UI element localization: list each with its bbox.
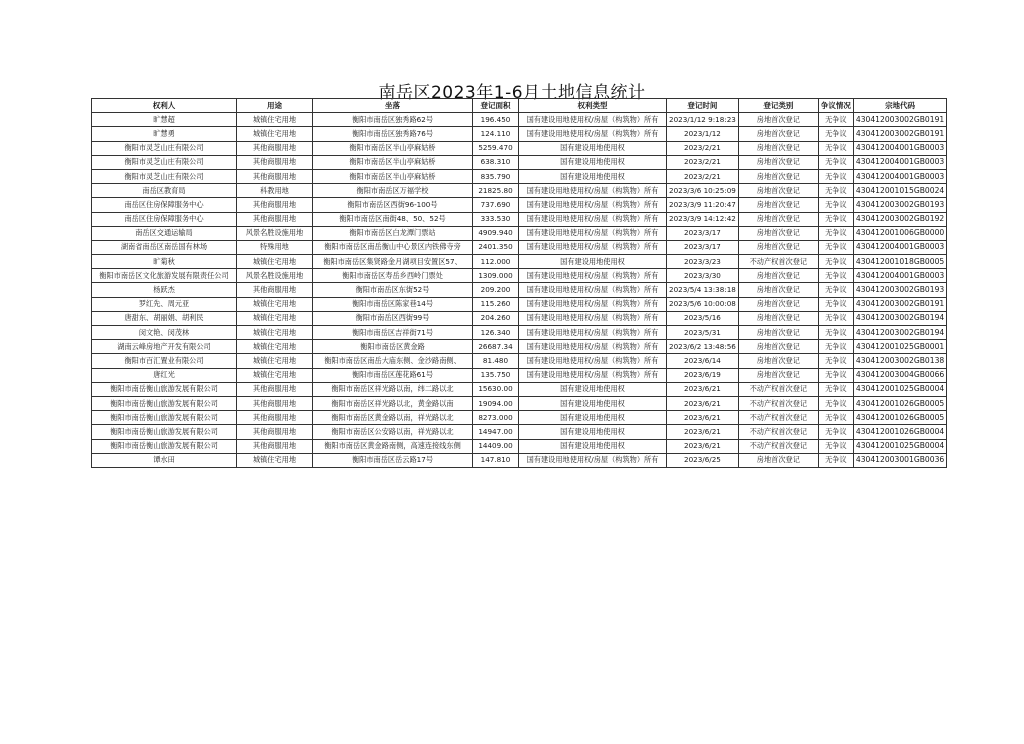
land-use-cell: 城镇住宅用地 xyxy=(237,340,313,354)
column-header: 登记类别 xyxy=(738,99,818,113)
right-type-cell: 国有建设用地使用权 xyxy=(519,255,667,269)
area-cell: 14947.00 xyxy=(473,425,519,439)
location-cell: 衡阳市南岳区祥光路以北，黄金路以南 xyxy=(313,396,473,410)
table-row xyxy=(92,311,947,325)
land-use-cell: 城镇住宅用地 xyxy=(237,368,313,382)
table-row xyxy=(92,141,947,155)
area-cell: 135.750 xyxy=(473,368,519,382)
parcel-code-cell: 430412003002GB0138 xyxy=(853,354,946,368)
right-type-cell: 国有建设用地使用权/房屋（构筑物）所有 xyxy=(519,340,667,354)
owner-cell: 闵文艳、闵茂林 xyxy=(92,326,237,340)
table-header-row xyxy=(92,99,947,113)
register-time-cell: 2023/6/25 xyxy=(667,453,739,467)
register-category-cell: 不动产权首次登记 xyxy=(738,439,818,453)
dispute-cell: 无争议 xyxy=(818,141,853,155)
register-category-cell: 房地首次登记 xyxy=(738,283,818,297)
dispute-cell: 无争议 xyxy=(818,155,853,169)
register-category-cell: 房地首次登记 xyxy=(738,354,818,368)
register-time-cell: 2023/1/12 xyxy=(667,127,739,141)
dispute-cell: 无争议 xyxy=(818,382,853,396)
register-category-cell: 不动产权首次登记 xyxy=(738,425,818,439)
dispute-cell: 无争议 xyxy=(818,283,853,297)
table-row xyxy=(92,212,947,226)
area-cell: 333.530 xyxy=(473,212,519,226)
register-time-cell: 2023/3/9 11:20:47 xyxy=(667,198,739,212)
land-use-cell: 其他商服用地 xyxy=(237,198,313,212)
table-row xyxy=(92,155,947,169)
right-type-cell: 国有建设用地使用权/房屋（构筑物）所有 xyxy=(519,240,667,254)
table-row xyxy=(92,240,947,254)
parcel-code-cell: 430412003004GB0066 xyxy=(853,368,946,382)
parcel-code-cell: 430412003002GB0191 xyxy=(853,113,946,127)
dispute-cell: 无争议 xyxy=(818,340,853,354)
dispute-cell: 无争议 xyxy=(818,212,853,226)
land-use-cell: 其他商服用地 xyxy=(237,396,313,410)
table-row xyxy=(92,283,947,297)
register-category-cell: 房地首次登记 xyxy=(738,226,818,240)
location-cell: 衡阳市南岳区西街96-100号 xyxy=(313,198,473,212)
owner-cell: 衡阳市南岳衡山旅游发展有限公司 xyxy=(92,411,237,425)
register-category-cell: 房地首次登记 xyxy=(738,240,818,254)
parcel-code-cell: 430412003002GB0194 xyxy=(853,311,946,325)
location-cell: 衡阳市南岳区寿岳乡西岭门票处 xyxy=(313,269,473,283)
owner-cell: 南岳区住房保障服务中心 xyxy=(92,212,237,226)
table-row xyxy=(92,255,947,269)
right-type-cell: 国有建设用地使用权/房屋（构筑物）所有 xyxy=(519,297,667,311)
area-cell: 196.450 xyxy=(473,113,519,127)
dispute-cell: 无争议 xyxy=(818,396,853,410)
right-type-cell: 国有建设用地使用权/房屋（构筑物）所有 xyxy=(519,311,667,325)
area-cell: 115.260 xyxy=(473,297,519,311)
land-use-cell: 其他商服用地 xyxy=(237,439,313,453)
register-category-cell: 房地首次登记 xyxy=(738,113,818,127)
register-time-cell: 2023/6/21 xyxy=(667,382,739,396)
right-type-cell: 国有建设用地使用权 xyxy=(519,439,667,453)
land-use-cell: 特殊用地 xyxy=(237,240,313,254)
location-cell: 衡阳市南岳区南岳衡山中心景区内铁佛寺旁 xyxy=(313,240,473,254)
table-row xyxy=(92,326,947,340)
land-use-cell: 风景名胜设施用地 xyxy=(237,269,313,283)
owner-cell: 南岳区交通运输局 xyxy=(92,226,237,240)
right-type-cell: 国有建设用地使用权/房屋（构筑物）所有 xyxy=(519,198,667,212)
register-time-cell: 2023/5/16 xyxy=(667,311,739,325)
column-header: 坐落 xyxy=(313,99,473,113)
dispute-cell: 无争议 xyxy=(818,368,853,382)
area-cell: 204.260 xyxy=(473,311,519,325)
location-cell: 衡阳市南岳区集贤路金月湖项目安置区57、 xyxy=(313,255,473,269)
parcel-code-cell: 430412001018GB0005 xyxy=(853,255,946,269)
owner-cell: 湖南云峰房地产开发有限公司 xyxy=(92,340,237,354)
register-category-cell: 房地首次登记 xyxy=(738,269,818,283)
column-header: 登记时间 xyxy=(667,99,739,113)
area-cell: 21825.80 xyxy=(473,184,519,198)
dispute-cell: 无争议 xyxy=(818,127,853,141)
right-type-cell: 国有建设用地使用权/房屋（构筑物）所有 xyxy=(519,113,667,127)
table-row xyxy=(92,297,947,311)
dispute-cell: 无争议 xyxy=(818,184,853,198)
dispute-cell: 无争议 xyxy=(818,411,853,425)
land-use-cell: 城镇住宅用地 xyxy=(237,113,313,127)
table-row xyxy=(92,113,947,127)
owner-cell: 杨跃杰 xyxy=(92,283,237,297)
parcel-code-cell: 430412004001GB0003 xyxy=(853,269,946,283)
owner-cell: 湖南省南岳区南岳国有林场 xyxy=(92,240,237,254)
location-cell: 衡阳市南岳区白龙潭门票站 xyxy=(313,226,473,240)
owner-cell: 衡阳市南岳衡山旅游发展有限公司 xyxy=(92,382,237,396)
right-type-cell: 国有建设用地使用权/房屋（构筑物）所有 xyxy=(519,269,667,283)
register-category-cell: 不动产权首次登记 xyxy=(738,396,818,410)
dispute-cell: 无争议 xyxy=(818,326,853,340)
right-type-cell: 国有建设用地使用权/房屋（构筑物）所有 xyxy=(519,354,667,368)
land-use-cell: 城镇住宅用地 xyxy=(237,453,313,467)
register-time-cell: 2023/5/4 13:38:18 xyxy=(667,283,739,297)
page-title: 南岳区2023年1-6月土地信息统计 xyxy=(378,83,646,103)
land-use-cell: 风景名胜设施用地 xyxy=(237,226,313,240)
area-cell: 8273.000 xyxy=(473,411,519,425)
parcel-code-cell: 430412003002GB0193 xyxy=(853,283,946,297)
land-use-cell: 城镇住宅用地 xyxy=(237,127,313,141)
dispute-cell: 无争议 xyxy=(818,297,853,311)
owner-cell: 衡阳市灵芝山庄有限公司 xyxy=(92,169,237,183)
right-type-cell: 国有建设用地使用权/房屋（构筑物）所有 xyxy=(519,226,667,240)
table-row xyxy=(92,169,947,183)
land-use-cell: 其他商服用地 xyxy=(237,382,313,396)
parcel-code-cell: 430412003002GB0194 xyxy=(853,326,946,340)
register-category-cell: 房地首次登记 xyxy=(738,169,818,183)
dispute-cell: 无争议 xyxy=(818,453,853,467)
owner-cell: 衡阳市南岳区文化旅游发展有限责任公司 xyxy=(92,269,237,283)
location-cell: 衡阳市南岳区独秀路62号 xyxy=(313,113,473,127)
location-cell: 衡阳市南岳区半山亭麻姑桥 xyxy=(313,169,473,183)
area-cell: 2401.350 xyxy=(473,240,519,254)
register-time-cell: 2023/5/6 10:00:08 xyxy=(667,297,739,311)
table-row xyxy=(92,439,947,453)
register-time-cell: 2023/2/21 xyxy=(667,155,739,169)
register-category-cell: 房地首次登记 xyxy=(738,155,818,169)
area-cell: 81.480 xyxy=(473,354,519,368)
owner-cell: 衡阳市南岳衡山旅游发展有限公司 xyxy=(92,425,237,439)
dispute-cell: 无争议 xyxy=(818,354,853,368)
register-category-cell: 房地首次登记 xyxy=(738,127,818,141)
register-category-cell: 房地首次登记 xyxy=(738,297,818,311)
register-time-cell: 2023/3/17 xyxy=(667,226,739,240)
register-time-cell: 2023/1/12 9:18:23 xyxy=(667,113,739,127)
location-cell: 衡阳市南岳区黄金路南侧，高速连接线东侧 xyxy=(313,439,473,453)
owner-cell: 旷慧勇 xyxy=(92,127,237,141)
register-time-cell: 2023/6/14 xyxy=(667,354,739,368)
dispute-cell: 无争议 xyxy=(818,226,853,240)
land-use-cell: 其他商服用地 xyxy=(237,169,313,183)
dispute-cell: 无争议 xyxy=(818,198,853,212)
owner-cell: 旷慧超 xyxy=(92,113,237,127)
parcel-code-cell: 430412003001GB0036 xyxy=(853,453,946,467)
column-header: 争议情况 xyxy=(818,99,853,113)
register-category-cell: 房地首次登记 xyxy=(738,141,818,155)
table-row xyxy=(92,184,947,198)
register-time-cell: 2023/3/9 14:12:42 xyxy=(667,212,739,226)
location-cell: 衡阳市南岳区黄金路以南，祥光路以北 xyxy=(313,411,473,425)
register-time-cell: 2023/2/21 xyxy=(667,169,739,183)
table-row xyxy=(92,382,947,396)
right-type-cell: 国有建设用地使用权 xyxy=(519,141,667,155)
register-time-cell: 2023/6/2 13:48:56 xyxy=(667,340,739,354)
parcel-code-cell: 430412001026GB0004 xyxy=(853,425,946,439)
area-cell: 124.110 xyxy=(473,127,519,141)
area-cell: 5259.470 xyxy=(473,141,519,155)
area-cell: 638.310 xyxy=(473,155,519,169)
right-type-cell: 国有建设用地使用权/房屋（构筑物）所有 xyxy=(519,368,667,382)
land-use-cell: 城镇住宅用地 xyxy=(237,311,313,325)
dispute-cell: 无争议 xyxy=(818,113,853,127)
parcel-code-cell: 430412003002GB0191 xyxy=(853,297,946,311)
register-category-cell: 房地首次登记 xyxy=(738,340,818,354)
land-use-cell: 科教用地 xyxy=(237,184,313,198)
area-cell: 14409.00 xyxy=(473,439,519,453)
land-use-cell: 其他商服用地 xyxy=(237,283,313,297)
land-use-cell: 其他商服用地 xyxy=(237,155,313,169)
right-type-cell: 国有建设用地使用权 xyxy=(519,382,667,396)
table-row xyxy=(92,269,947,283)
table-row xyxy=(92,411,947,425)
dispute-cell: 无争议 xyxy=(818,255,853,269)
parcel-code-cell: 430412004001GB0003 xyxy=(853,240,946,254)
table-row xyxy=(92,226,947,240)
parcel-code-cell: 430412001025GB0004 xyxy=(853,439,946,453)
owner-cell: 唐红光 xyxy=(92,368,237,382)
parcel-code-cell: 430412001006GB0000 xyxy=(853,226,946,240)
location-cell: 衡阳市南岳区半山亭麻姑桥 xyxy=(313,141,473,155)
parcel-code-cell: 430412001026GB0005 xyxy=(853,396,946,410)
table-row xyxy=(92,354,947,368)
area-cell: 737.690 xyxy=(473,198,519,212)
register-category-cell: 房地首次登记 xyxy=(738,198,818,212)
table-row xyxy=(92,425,947,439)
right-type-cell: 国有建设用地使用权 xyxy=(519,411,667,425)
column-header: 权利人 xyxy=(92,99,237,113)
register-time-cell: 2023/6/21 xyxy=(667,439,739,453)
table-row xyxy=(92,453,947,467)
land-use-cell: 城镇住宅用地 xyxy=(237,297,313,311)
right-type-cell: 国有建设用地使用权/房屋（构筑物）所有 xyxy=(519,184,667,198)
location-cell: 衡阳市南岳区陈家巷14号 xyxy=(313,297,473,311)
land-use-cell: 其他商服用地 xyxy=(237,212,313,226)
location-cell: 衡阳市南岳区万福学校 xyxy=(313,184,473,198)
location-cell: 衡阳市南岳区莲花路61号 xyxy=(313,368,473,382)
owner-cell: 衡阳市南岳衡山旅游发展有限公司 xyxy=(92,396,237,410)
dispute-cell: 无争议 xyxy=(818,240,853,254)
dispute-cell: 无争议 xyxy=(818,311,853,325)
area-cell: 209.200 xyxy=(473,283,519,297)
owner-cell: 南岳区教育局 xyxy=(92,184,237,198)
right-type-cell: 国有建设用地使用权 xyxy=(519,169,667,183)
register-category-cell: 房地首次登记 xyxy=(738,368,818,382)
register-time-cell: 2023/6/21 xyxy=(667,425,739,439)
owner-cell: 罗红先、周元亚 xyxy=(92,297,237,311)
parcel-code-cell: 430412003002GB0193 xyxy=(853,198,946,212)
land-use-cell: 城镇住宅用地 xyxy=(237,354,313,368)
location-cell: 衡阳市南岳区独秀路76号 xyxy=(313,127,473,141)
register-category-cell: 不动产权首次登记 xyxy=(738,382,818,396)
column-header: 用途 xyxy=(237,99,313,113)
dispute-cell: 无争议 xyxy=(818,169,853,183)
register-time-cell: 2023/3/30 xyxy=(667,269,739,283)
land-use-cell: 城镇住宅用地 xyxy=(237,255,313,269)
register-category-cell: 房地首次登记 xyxy=(738,212,818,226)
area-cell: 147.810 xyxy=(473,453,519,467)
register-time-cell: 2023/3/17 xyxy=(667,240,739,254)
column-header: 权利类型 xyxy=(519,99,667,113)
dispute-cell: 无争议 xyxy=(818,269,853,283)
area-cell: 26687.34 xyxy=(473,340,519,354)
dispute-cell: 无争议 xyxy=(818,425,853,439)
right-type-cell: 国有建设用地使用权 xyxy=(519,425,667,439)
register-category-cell: 房地首次登记 xyxy=(738,184,818,198)
parcel-code-cell: 430412001025GB0001 xyxy=(853,340,946,354)
land-use-cell: 其他商服用地 xyxy=(237,141,313,155)
right-type-cell: 国有建设用地使用权 xyxy=(519,155,667,169)
register-time-cell: 2023/6/21 xyxy=(667,411,739,425)
location-cell: 衡阳市南岳区岳云路17号 xyxy=(313,453,473,467)
location-cell: 衡阳市南岳区南街48、50、52号 xyxy=(313,212,473,226)
right-type-cell: 国有建设用地使用权/房屋（构筑物）所有 xyxy=(519,127,667,141)
land-use-cell: 城镇住宅用地 xyxy=(237,326,313,340)
owner-cell: 谭水田 xyxy=(92,453,237,467)
parcel-code-cell: 430412004001GB0003 xyxy=(853,141,946,155)
table-row xyxy=(92,198,947,212)
parcel-code-cell: 430412004001GB0003 xyxy=(853,169,946,183)
area-cell: 15630.00 xyxy=(473,382,519,396)
right-type-cell: 国有建设用地使用权/房屋（构筑物）所有 xyxy=(519,453,667,467)
owner-cell: 衡阳市百汇置业有限公司 xyxy=(92,354,237,368)
owner-cell: 旷菊秋 xyxy=(92,255,237,269)
area-cell: 835.790 xyxy=(473,169,519,183)
parcel-code-cell: 430412003002GB0191 xyxy=(853,127,946,141)
dispute-cell: 无争议 xyxy=(818,439,853,453)
parcel-code-cell: 430412001015GB0024 xyxy=(853,184,946,198)
register-time-cell: 2023/2/21 xyxy=(667,141,739,155)
column-header: 宗地代码 xyxy=(853,99,946,113)
location-cell: 衡阳市南岳区东街52号 xyxy=(313,283,473,297)
area-cell: 1309.000 xyxy=(473,269,519,283)
area-cell: 4909.940 xyxy=(473,226,519,240)
location-cell: 衡阳市南岳区西街99号 xyxy=(313,311,473,325)
land-info-table xyxy=(91,98,947,468)
owner-cell: 南岳区住房保障服务中心 xyxy=(92,198,237,212)
register-category-cell: 不动产权首次登记 xyxy=(738,255,818,269)
land-use-cell: 其他商服用地 xyxy=(237,425,313,439)
owner-cell: 衡阳市灵芝山庄有限公司 xyxy=(92,155,237,169)
location-cell: 衡阳市南岳区公安路以南，祥光路以北 xyxy=(313,425,473,439)
right-type-cell: 国有建设用地使用权/房屋（构筑物）所有 xyxy=(519,283,667,297)
location-cell: 衡阳市南岳区吉祥街71号 xyxy=(313,326,473,340)
register-time-cell: 2023/3/6 10:25:09 xyxy=(667,184,739,198)
table-row xyxy=(92,368,947,382)
register-time-cell: 2023/5/31 xyxy=(667,326,739,340)
land-use-cell: 其他商服用地 xyxy=(237,411,313,425)
register-time-cell: 2023/6/21 xyxy=(667,396,739,410)
right-type-cell: 国有建设用地使用权/房屋（构筑物）所有 xyxy=(519,326,667,340)
parcel-code-cell: 430412001025GB0004 xyxy=(853,382,946,396)
parcel-code-cell: 430412004001GB0003 xyxy=(853,155,946,169)
area-cell: 126.340 xyxy=(473,326,519,340)
register-category-cell: 房地首次登记 xyxy=(738,311,818,325)
register-time-cell: 2023/3/23 xyxy=(667,255,739,269)
parcel-code-cell: 430412003002GB0192 xyxy=(853,212,946,226)
area-cell: 19094.00 xyxy=(473,396,519,410)
table-body xyxy=(92,113,947,468)
right-type-cell: 国有建设用地使用权 xyxy=(519,396,667,410)
table-row xyxy=(92,340,947,354)
location-cell: 衡阳市南岳区黄金路 xyxy=(313,340,473,354)
register-category-cell: 房地首次登记 xyxy=(738,326,818,340)
column-header: 登记面积 xyxy=(473,99,519,113)
location-cell: 衡阳市南岳区半山亭麻姑桥 xyxy=(313,155,473,169)
location-cell: 衡阳市南岳区南岳大庙东侧、金沙路南侧、 xyxy=(313,354,473,368)
owner-cell: 衡阳市南岳衡山旅游发展有限公司 xyxy=(92,439,237,453)
parcel-code-cell: 430412001026GB0005 xyxy=(853,411,946,425)
register-category-cell: 不动产权首次登记 xyxy=(738,411,818,425)
register-category-cell: 房地首次登记 xyxy=(738,453,818,467)
register-time-cell: 2023/6/19 xyxy=(667,368,739,382)
owner-cell: 衡阳市灵芝山庄有限公司 xyxy=(92,141,237,155)
owner-cell: 唐甜东、胡丽娟、胡利民 xyxy=(92,311,237,325)
location-cell: 衡阳市南岳区祥光路以南，纬二路以北 xyxy=(313,382,473,396)
right-type-cell: 国有建设用地使用权/房屋（构筑物）所有 xyxy=(519,212,667,226)
table-row xyxy=(92,396,947,410)
table-row xyxy=(92,127,947,141)
area-cell: 112.000 xyxy=(473,255,519,269)
